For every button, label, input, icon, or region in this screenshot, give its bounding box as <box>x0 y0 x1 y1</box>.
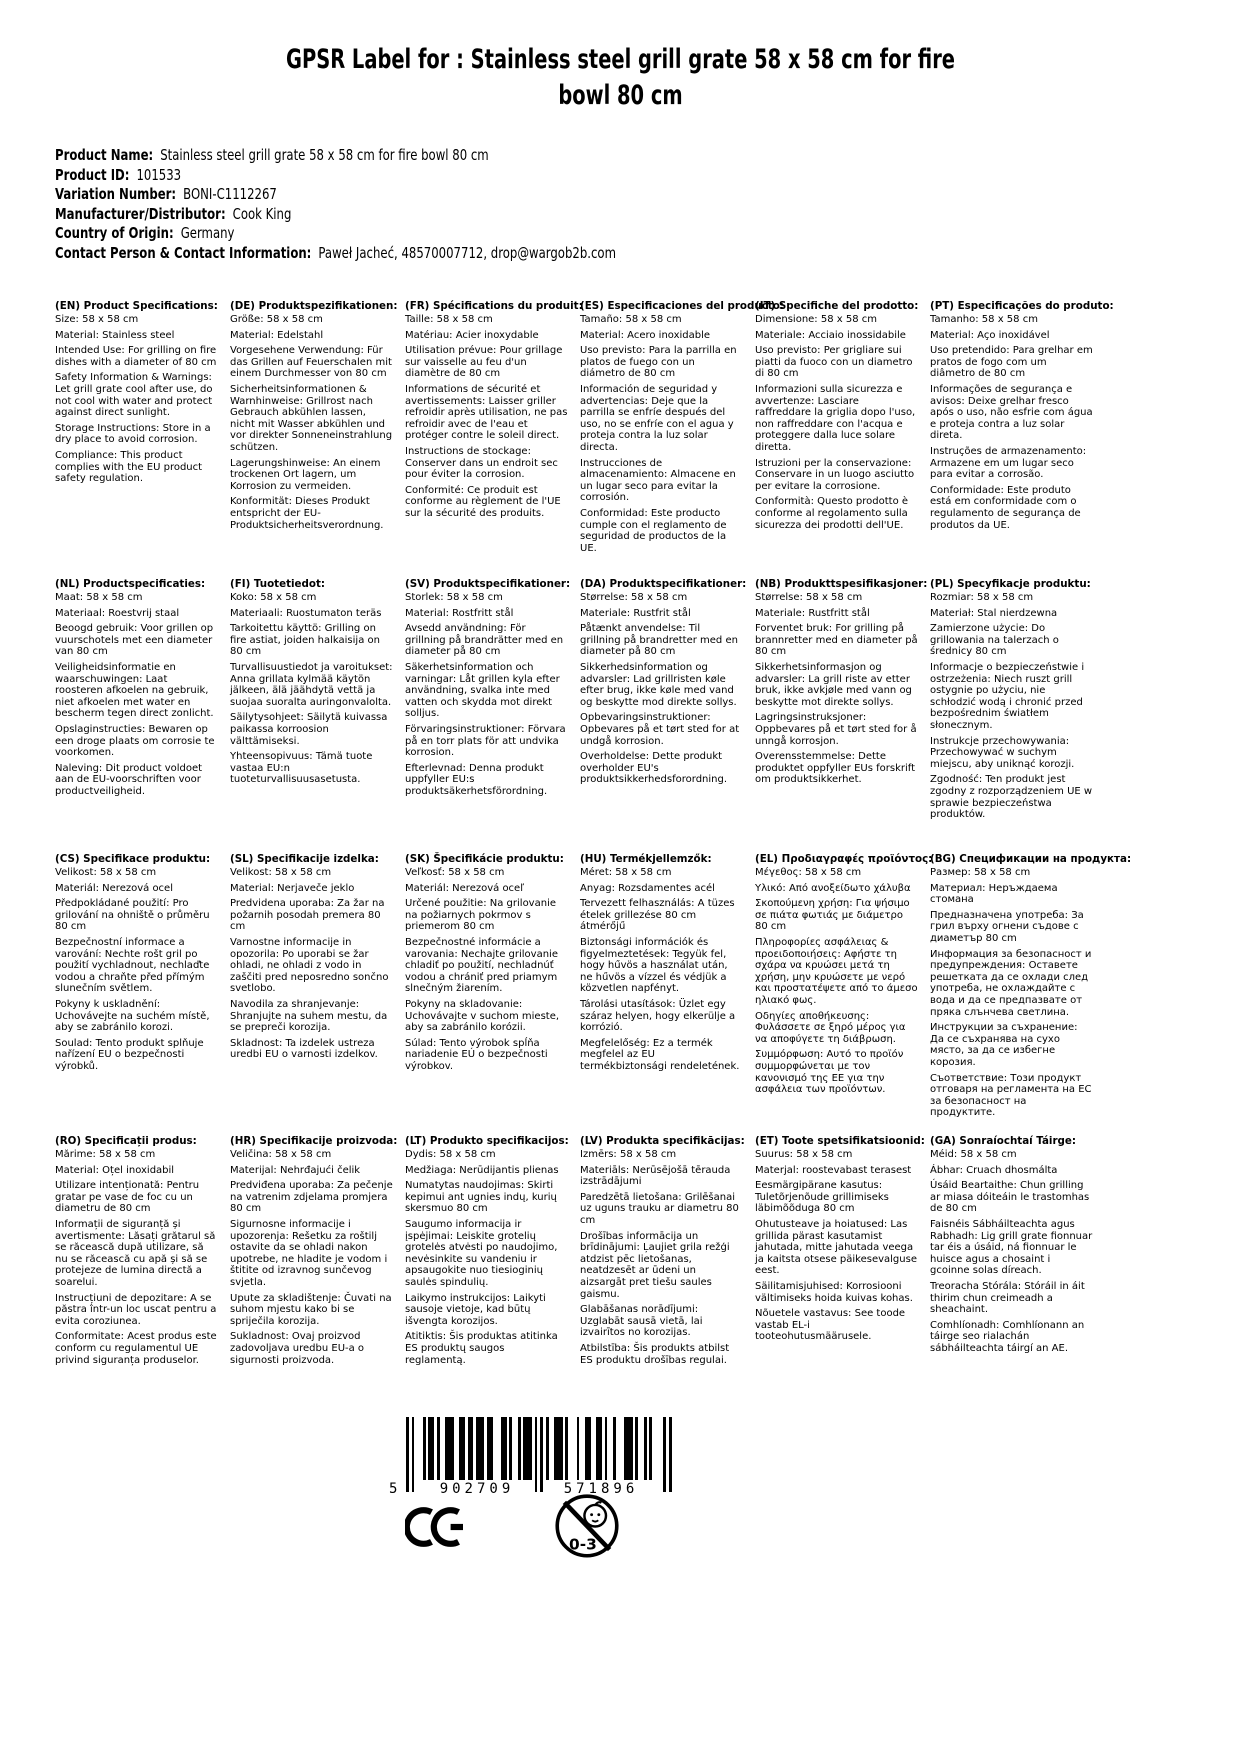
spec-paragraph: Utilizare intenționată: Pentru gratar pe vase de foc cu un diametru de 80 cm <box>55 1180 200 1215</box>
country-of-origin-row <box>55 224 616 244</box>
language-block-title: (SV) Produktspecifikationer: <box>405 578 571 590</box>
language-block-title: (FR) Spécifications du produit: <box>405 300 583 312</box>
spec-paragraph: Σκοπούμενη χρήση: Για ψήσιμο σε πιάτα φωτιάς με διάμετρο 80 cm <box>755 898 910 933</box>
language-block-title: (NB) Produkttspesifikasjoner: <box>755 578 928 590</box>
spec-paragraph: Drošības informācija un brīdinājumi: Ļaujiet grila režģi atdzist pēc lietošanas, neatdzesēt ar ūdeni un aizsargāt pret tiešu saules gaismu. <box>580 1230 730 1300</box>
spec-paragraph: Materiál: Nerezová ocel <box>55 882 173 894</box>
spec-paragraph: Instrukcje przechowywania: Przechowywać w suchym miejscu, aby uniknąć korozji. <box>930 735 1075 770</box>
language-block-title: (ET) Toote spetsifikatsioonid: <box>755 1135 925 1147</box>
spec-paragraph: Instructions de stockage: Conserver dans un endroit sec pour éviter la corrosion. <box>405 445 558 481</box>
spec-paragraph: Atbilstība: Šis produkts atbilst ES produktu drošības regulai. <box>580 1342 730 1366</box>
language-block-title: (LT) Produkto specifikacijos: <box>405 1135 569 1147</box>
spec-paragraph: Påtænkt anvendelse: Til grillning på brandretter med en diameter på 80 cm <box>580 623 738 658</box>
language-block-title: (EL) Προδιαγραφές προϊόντος: <box>755 853 933 865</box>
spec-paragraph: Skladnost: Ta izdelek ustreza uredbi EU o varnosti izdelkov. <box>230 1037 378 1061</box>
language-block-title: (HR) Specifikacije proizvoda: <box>230 1135 398 1147</box>
variation-number-row <box>55 185 616 205</box>
spec-paragraph: Sikkerhedsinformation og advarsler: Lad grillristen køle efter brug, ikke køle med vand og beskytte mod direkte sollys. <box>580 661 737 708</box>
spec-paragraph: Paredzētā lietošana: Grilēšanai uz uguns trauku ar diametru 80 cm <box>580 1191 739 1226</box>
spec-paragraph: Uso previsto: Per grigliare sui piatti da fuoco con un diametro di 80 cm <box>755 345 913 380</box>
spec-paragraph: Opbevaringsinstruktioner: Opbevares på et tørt sted for at undgå korrosion. <box>580 712 740 747</box>
spec-paragraph: Dydis: 58 x 58 cm <box>405 1149 496 1160</box>
spec-paragraph: Velikost: 58 x 58 cm <box>230 867 332 878</box>
spec-paragraph: Suurus: 58 x 58 cm <box>755 1149 853 1160</box>
spec-paragraph: Efterlevnad: Denna produkt uppfyller EU:s produktsäkerhetsförordning. <box>405 762 548 797</box>
spec-paragraph: Mărime: 58 x 58 cm <box>55 1149 156 1160</box>
language-block-title: (DE) Produktspezifikationen: <box>230 300 398 312</box>
spec-paragraph: Soulad: Tento produkt splňuje nařízení EU o bezpečnosti výrobků. <box>55 1037 204 1072</box>
page-title-line-1: GPSR Label for : Stainless steel grill grate 58 x 58 cm for fire <box>285 44 955 75</box>
language-block-es <box>580 300 784 578</box>
spec-paragraph: Méid: 58 x 58 cm <box>930 1149 1017 1160</box>
product-id-value: 101533 <box>136 165 182 184</box>
language-block-hu <box>580 853 743 1135</box>
spec-paragraph: Instrucciones de almacenamiento: Almacene en un lugar seco para evitar la corrosión. <box>580 457 736 504</box>
manufacturer-row <box>55 205 616 225</box>
spec-paragraph: Instrucțiuni de depozitare: A se păstra într-un loc uscat pentru a evita coroziunea. <box>55 1292 217 1327</box>
product-name-row <box>55 146 616 166</box>
age-warning-0-3-icon <box>552 1488 622 1570</box>
spec-paragraph: Turvallisuustiedot ja varoitukset: Anna grillata kylmää käytön jälkeen, älä jäähdytä vettä ja suojaa suoralta auringonvalolta. <box>230 661 393 708</box>
spec-paragraph: Sicherheitsinformationen & Warnhinweise: Grillrost nach Gebrauch abkühlen lassen, nicht mit Wasser abkühlen und vor direkter Sonneneinstrahlung schützen. <box>230 383 393 453</box>
language-block-it <box>755 300 918 578</box>
spec-paragraph: Opslaginstructies: Bewaren op een droge plaats om corrosie te voorkomen. <box>55 723 215 759</box>
spec-paragraph: Μέγεθος: 58 x 58 cm <box>755 867 862 878</box>
language-block-title: (HU) Termékjellemzők: <box>580 853 712 865</box>
spec-paragraph: Säilytysohjeet: Säilytä kuivassa paikassa korroosion välttämiseksi. <box>230 712 388 747</box>
spec-paragraph: Material: Nerjaveče jeklo <box>230 882 355 894</box>
spec-paragraph: Zamierzone użycie: Do grillowania na talerzach o średnicy 80 cm <box>930 623 1059 658</box>
spec-paragraph: Informations de sécurité et avertissements: Laisser griller refroidir après utilisation, ne pas refroidir avec de l'eau et protéger contre le soleil direct. <box>405 383 568 442</box>
spec-paragraph: Velikost: 58 x 58 cm <box>55 867 157 878</box>
spec-paragraph: Varnostne informacije in opozorila: Po uporabi se žar ohladi, ne ohladi z vodo in zaščiti pred neposredno sončno svetlobo. <box>230 936 389 995</box>
contact-label: Contact Person & Contact Information: <box>55 243 312 262</box>
spec-paragraph: Uso pretendido: Para grelhar em pratos de fogo com um diâmetro de 80 cm <box>930 345 1093 380</box>
language-block-title: (PT) Especificações do produto: <box>930 300 1114 312</box>
spec-paragraph: Intended Use: For grilling on fire dishes with a diameter of 80 cm <box>55 345 217 368</box>
spec-paragraph: Súlad: Tento výrobok spĺňa nariadenie EÚ o bezpečnosti výrobkov. <box>405 1037 548 1072</box>
spec-paragraph: Предназначена употреба: За грил върху огнени съдове с диаметър 80 cm <box>930 909 1084 944</box>
language-block-title: (DA) Produktspecifikationer: <box>580 578 747 590</box>
language-block-sk <box>405 853 568 1135</box>
product-name-value: Stainless steel grill grate 58 x 58 cm for fire bowl 80 cm <box>160 146 489 164</box>
language-block-nl <box>55 578 218 853</box>
spec-paragraph: Materiál: Nerezová oceľ <box>405 882 524 894</box>
spec-paragraph: Materjal: roostevabast terasest <box>755 1164 912 1176</box>
language-block-title: (PL) Specyfikacje produktu: <box>930 578 1091 590</box>
spec-paragraph: Overensstemmelse: Dette produktet oppfyller EUs forskrift om produktsikkerhet. <box>755 751 916 786</box>
spec-paragraph: Informações de segurança e avisos: Deixe grelhar fresco após o uso, não esfrie com água e proteja contra a luz solar direta. <box>930 383 1093 442</box>
language-block-nb <box>755 578 928 853</box>
spec-paragraph: Sukladnost: Ovaj proizvod zadovoljava uredbu EU-a o sigurnosti proizvoda. <box>230 1331 365 1366</box>
spec-paragraph: Materiale: Rustfrit stål <box>580 607 691 619</box>
spec-paragraph: Taille: 58 x 58 cm <box>405 314 493 325</box>
page-title <box>174 42 1068 114</box>
language-block-title: (SL) Specifikacije izdelka: <box>230 853 379 865</box>
language-block-sl <box>230 853 393 1135</box>
spec-paragraph: Upute za skladištenje: Čuvati na suhom mjestu kako bi se spriječila korozija. <box>230 1292 392 1327</box>
manufacturer-value: Cook King <box>232 204 292 223</box>
spec-paragraph: Utilisation prévue: Pour grillage sur vaisselle au feu d'un diamètre de 80 cm <box>405 345 563 380</box>
spec-paragraph: Οδηγίες αποθήκευσης: Φυλάσσετε σε ξηρό μέρος για να αποφύγετε τη διάβρωση. <box>755 1010 906 1045</box>
spec-paragraph: Úsáid Beartaithe: Chun grilling ar miasa dóiteáin le trastomhas de 80 cm <box>930 1180 1090 1215</box>
spec-paragraph: Anyag: Rozsdamentes acél <box>580 882 715 894</box>
language-block-da <box>580 578 747 853</box>
spec-paragraph: Méret: 58 x 58 cm <box>580 867 672 878</box>
spec-paragraph: Tárolási utasítások: Üzlet egy száraz helyen, hogy elkerülje a korrózió. <box>580 998 736 1034</box>
spec-paragraph: Faisnéis Sábháilteachta agus Rabhadh: Lig grill grate fionnuar tar éis a úsáid, ná fionnuar le huisce agus a chosaint i gcoinne solas díreach. <box>930 1218 1093 1277</box>
spec-paragraph: Conformidad: Este producto cumple con el reglamento de seguridad de productos de la UE. <box>580 507 727 554</box>
spec-paragraph: Material: Rostfritt stål <box>405 607 514 619</box>
spec-paragraph: Съответствие: Този продукт отговаря на регламента на ЕС за безопасност на продуктите. <box>930 1072 1092 1119</box>
language-block-fi <box>230 578 393 853</box>
spec-paragraph: Υλικό: Από ανοξείδωτο χάλυβα <box>755 882 911 894</box>
spec-paragraph: Yhteensopivuus: Tämä tuote vastaa EU:n tuoteturvallisuusasetusta. <box>230 751 373 786</box>
barcode-digits <box>391 1481 691 1499</box>
spec-paragraph: Určené použitie: Na grilovanie na požiarnych pokrmov s priemerom 80 cm <box>405 898 556 933</box>
spec-paragraph: Sikkerhetsinformasjon og advarsler: La grill riste av etter bruk, ikke avkjøle med vann og beskytte mot direkte sollys. <box>755 661 912 708</box>
spec-paragraph: Размер: 58 x 58 cm <box>930 867 1031 878</box>
spec-paragraph: Safety Information & Warnings: Let grill grate cool after use, do not cool with water and protect against direct sunlight. <box>55 372 213 419</box>
language-block-et <box>755 1135 925 1415</box>
spec-paragraph: Material: Acero inoxidable <box>580 329 711 341</box>
spec-paragraph: Tamanho: 58 x 58 cm <box>930 314 1038 325</box>
spec-paragraph: Инструкции за съхранение: Да се съхранява на сухо място, за да се избегне корозия. <box>930 1022 1078 1068</box>
spec-paragraph: Předpokládané použití: Pro grilování na ohniště o průměru 80 cm <box>55 898 210 933</box>
language-block-fr <box>405 300 583 578</box>
spec-paragraph: Conformidade: Este produto está em conformidade com o regulamento de segurança de produtos da UE. <box>930 484 1081 531</box>
spec-paragraph: Tamaño: 58 x 58 cm <box>580 314 682 325</box>
spec-paragraph: Size: 58 x 58 cm <box>55 314 139 325</box>
spec-paragraph: Nõuetele vastavus: See toode vastab EL-i tooteohutusmäärusele. <box>755 1308 906 1343</box>
spec-paragraph: Tervezett felhasználás: A tüzes ételek grillezése 80 cm átmérőjű <box>580 898 735 933</box>
spec-paragraph: Förvaringsinstruktioner: Förvara på en torr plats för att undvika korrosion. <box>405 723 566 759</box>
barcode-digit-group-2: 902709 <box>439 1481 515 1497</box>
variation-number-value: BONI-C1112267 <box>183 185 277 203</box>
spec-paragraph: Numatytas naudojimas: Skirti kepimui ant ugnies indų, kurių skersmuo 80 cm <box>405 1180 557 1215</box>
language-block-title: (NL) Productspecificaties: <box>55 578 206 590</box>
spec-paragraph: Materiaal: Roestvrij staal <box>55 607 180 619</box>
spec-paragraph: Πληροφορίες ασφάλειας & προειδοποιήσεις: Αφήστε τη σχάρα να κρυώσει μετά τη χρήση, μην κρυώσετε με νερό και προστατέψετε από το άμεσο ηλιακό φως. <box>755 936 918 1006</box>
spec-paragraph: Treoracha Stórála: Stóráil in áit thirim chun creimeadh a sheachaint. <box>930 1280 1085 1316</box>
language-block-lt <box>405 1135 568 1415</box>
spec-paragraph: Información de seguridad y advertencias: Deje que la parrilla se enfríe después del uso, no se enfríe con el agua y proteja contra la luz solar directa. <box>580 383 734 453</box>
contact-value: Paweł Jacheć, 48570007712, drop@wargob2b.com <box>318 243 616 262</box>
spec-paragraph: Material: Oțel inoxidabil <box>55 1164 175 1176</box>
spec-paragraph: Veiligheidsinformatie en waarschuwingen: Laat roosteren afkoelen na gebruik, niet afkoelen met water en bescherm tegen direct zonlicht. <box>55 661 214 720</box>
spec-paragraph: Koko: 58 x 58 cm <box>230 592 317 603</box>
spec-paragraph: Instruções de armazenamento: Armazene em um lugar seco para evitar a corrosão. <box>930 445 1087 481</box>
spec-paragraph: Informacje o bezpieczeństwie i ostrzeżenia: Niech ruszt grill ostygnie po użyciu, nie schłodzić wodą i chronić przed bezpośrednim światłem słonecznym. <box>930 661 1085 731</box>
language-block-sv <box>405 578 571 853</box>
ce-mark-icon <box>405 1504 467 1554</box>
spec-paragraph: Glabāšanas norādījumi: Uzglabāt sausā vietā, lai izvairītos no korozijas. <box>580 1304 703 1339</box>
spec-paragraph: Forventet bruk: For grilling på brannretter med en diameter på 80 cm <box>755 623 918 658</box>
spec-paragraph: Storage Instructions: Store in a dry place to avoid corrosion. <box>55 422 211 446</box>
spec-paragraph: Eesmärgipärane kasutus: Tuletõrjenõude grillimiseks läbimõõduga 80 cm <box>755 1180 889 1215</box>
page-title-line-2: bowl 80 cm <box>558 80 683 111</box>
manufacturer-label: Manufacturer/Distributor: <box>55 204 226 223</box>
spec-paragraph: Größe: 58 x 58 cm <box>230 314 323 325</box>
age-range-label: 0-3 <box>569 1535 597 1554</box>
spec-paragraph: Conformité: Ce produit est conforme au règlement de l'UE sur la sécurité des produits. <box>405 484 561 519</box>
language-block-ro <box>55 1135 218 1415</box>
spec-paragraph: Medžiaga: Nerūdijantis plienas <box>405 1164 559 1176</box>
spec-paragraph: Bezpečnostné informácie a varovania: Nechajte grilovanie chladiť po použití, nechladnúť vodou a chrániť pred priamym slnečným žiarením. <box>405 936 558 995</box>
country-of-origin-label: Country of Origin: <box>55 224 174 242</box>
language-block-lv <box>580 1135 743 1415</box>
country-of-origin-value: Germany <box>180 224 235 242</box>
spec-paragraph: Pokyny na skladovanie: Uchovávajte v suchom mieste, aby sa zabránilo korózii. <box>405 998 560 1034</box>
spec-paragraph: Säkerhetsinformation och varningar: Låt grillen kyla efter användning, svalka inte med vatten och skydda mot direkt solljus. <box>405 661 560 720</box>
spec-paragraph: Conformitate: Acest produs este conform cu regulamentul UE privind siguranța produselor. <box>55 1331 217 1366</box>
language-block-el <box>755 853 933 1135</box>
spec-paragraph: Naleving: Dit product voldoet aan de EU-voorschriften voor productveiligheid. <box>55 762 203 797</box>
spec-paragraph: Dimensione: 58 x 58 cm <box>755 314 877 325</box>
language-block-title: (ES) Especificaciones del producto: <box>580 300 784 312</box>
language-block-title: (GA) Sonraíochtaí Táirge: <box>930 1135 1077 1147</box>
language-block-title: (IT) Specifiche del prodotto: <box>755 300 919 312</box>
spec-paragraph: Materijal: Nehrđajući čelik <box>230 1164 361 1176</box>
spec-paragraph: Avsedd användning: För grillning på brandrätter med en diameter på 80 cm <box>405 623 564 658</box>
language-block-title: (FI) Tuotetiedot: <box>230 578 325 590</box>
spec-paragraph: Istruzioni per la conservazione: Conservare in un luogo asciutto per evitare la corrosione. <box>755 457 915 492</box>
spec-paragraph: Συμμόρφωση: Αυτό το προϊόν συμμορφώνεται με τον κανονισμό της ΕΕ για την ασφάλεια των προϊόντων. <box>755 1049 904 1096</box>
spec-paragraph: Material: Edelstahl <box>230 329 324 341</box>
spec-paragraph: Uso previsto: Para la parrilla en platos de fuego con un diámetro de 80 cm <box>580 345 737 380</box>
spec-paragraph: Veličina: 58 x 58 cm <box>230 1149 332 1160</box>
spec-paragraph: Material: Aço inoxidável <box>930 329 1050 341</box>
spec-paragraph: Materiaali: Ruostumaton teräs <box>230 607 382 619</box>
spec-paragraph: Beoogd gebruik: Voor grillen op vuurschotels met een diameter van 80 cm <box>55 623 214 658</box>
contact-row <box>55 244 616 264</box>
language-block-title: (BG) Спецификации на продукта: <box>930 853 1132 865</box>
spec-paragraph: Ábhar: Cruach dhosmálta <box>930 1164 1058 1176</box>
spec-paragraph: Predvidena uporaba: Za žar na požarnih posodah premera 80 cm <box>230 898 385 933</box>
product-id-label: Product ID: <box>55 165 130 184</box>
spec-paragraph: Veľkosť: 58 x 58 cm <box>405 867 505 878</box>
spec-paragraph: Säilitamisjuhised: Korrosiooni vältimiseks hoida kuivas kohas. <box>755 1280 913 1304</box>
spec-paragraph: Overholdelse: Dette produkt overholder EU's produktsikkerhedsforordning. <box>580 751 728 786</box>
language-block-title: (EN) Product Specifications: <box>55 300 218 312</box>
spec-paragraph: Материал: Неръждаема стомана <box>930 882 1058 906</box>
product-id-row <box>55 166 616 186</box>
spec-paragraph: Comhlíonadh: Comhlíonann an táirge seo rialachán sábháilteachta táirgí an AE. <box>930 1319 1085 1354</box>
spec-paragraph: Saugumo informacija ir įspėjimai: Leiskite grotelių grotelės atvėsti po naudojimo, nevėsinkite su vandeniu ir apsaugokite nuo tiesioginių saulės spindulių. <box>405 1218 558 1288</box>
spec-paragraph: Izmērs: 58 x 58 cm <box>580 1149 677 1160</box>
spec-paragraph: Konformität: Dieses Produkt entspricht der EU-Produktsicherheitsverordnung. <box>230 496 384 531</box>
language-block-title: (SK) Špecifikácie produktu: <box>405 853 564 865</box>
language-block-bg <box>930 853 1132 1135</box>
spec-paragraph: Material: Stainless steel <box>55 329 175 341</box>
spec-paragraph: Materiał: Stal nierdzewna <box>930 607 1058 619</box>
product-info <box>55 146 616 263</box>
spec-paragraph: Maat: 58 x 58 cm <box>55 592 143 603</box>
spec-paragraph: Tarkoitettu käyttö: Grilling on fire astiat, joiden halkaisija on 80 cm <box>230 623 380 658</box>
spec-paragraph: Zgodność: Ten produkt jest zgodny z rozporządzeniem UE w sprawie bezpieczeństwa produktów. <box>930 774 1093 821</box>
language-block-cs <box>55 853 218 1135</box>
spec-paragraph: Predviđena uporaba: Za pečenje na vatrenim zdjelama promjera 80 cm <box>230 1180 393 1215</box>
language-block-pl <box>930 578 1093 853</box>
barcode-digit-group-3: 571896 <box>563 1481 639 1497</box>
spec-paragraph: Storlek: 58 x 58 cm <box>405 592 503 603</box>
spec-paragraph: Materiale: Rustfritt stål <box>755 607 870 619</box>
spec-paragraph: Informații de siguranță și avertismente: Lăsați grătarul să se răcească după utilizare, să nu se răcească cu apă și să se protejeze de lumina directă a soarelui. <box>55 1218 216 1288</box>
spec-paragraph: Информация за безопасност и предупреждения: Оставете решетката да се охлади след употреба, не охлаждайте с вода и да се предпазвате от пряка слънчева светлина. <box>930 948 1092 1018</box>
spec-paragraph: Conformità: Questo prodotto è conforme al regolamento sulla sicurezza dei prodotti dell'UE. <box>755 496 909 531</box>
variation-number-label: Variation Number: <box>55 185 177 203</box>
language-block-title: (LV) Produkta specifikācijas: <box>580 1135 745 1147</box>
language-block-de <box>230 300 398 578</box>
spec-paragraph: Atitiktis: Šis produktas atitinka ES produktų saugos reglamentą. <box>405 1331 558 1366</box>
spec-paragraph: Bezpečnostní informace a varování: Nechte rošt gril po použití vychladnout, nechlaďte vodou a chraňte před přímým slunečním světlem. <box>55 936 210 995</box>
spec-paragraph: Biztonsági információk és figyelmeztetések: Tegyük fel, hogy hűvös a használat után, ne hűvös a vízzel és védjük a közvetlen napfényt. <box>580 936 728 995</box>
spec-paragraph: Compliance: This product complies with the EU product safety regulation. <box>55 449 203 485</box>
spec-paragraph: Vorgesehene Verwendung: Für das Grillen auf Feuerschalen mit einem Durchmesser von 80 cm <box>230 345 392 380</box>
spec-paragraph: Lagerungshinweise: An einem trockenen Ort lagern, um Korrosion zu vermeiden. <box>230 457 381 492</box>
spec-paragraph: Megfelelőség: Ez a termék megfelel az EU termékbiztonsági rendeletének. <box>580 1037 740 1072</box>
language-block-title: (RO) Specificații produs: <box>55 1135 197 1147</box>
spec-paragraph: Ohutusteave ja hoiatused: Las grillida pärast kasutamist jahutada, mitte jahutada veega ja kaitsta otsese päikesevalguse eest. <box>755 1218 917 1277</box>
spec-paragraph: Navodila za shranjevanje: Shranjujte na suhem mestu, da se prepreči korozija. <box>230 998 388 1034</box>
product-name-label: Product Name: <box>55 146 154 164</box>
language-block-pt <box>930 300 1114 578</box>
spec-paragraph: Størrelse: 58 x 58 cm <box>755 592 863 603</box>
language-block-ga <box>930 1135 1093 1415</box>
barcode <box>391 1417 691 1505</box>
barcode-digit-group-1: 5 <box>389 1481 398 1497</box>
spec-paragraph: Rozmiar: 58 x 58 cm <box>930 592 1034 603</box>
language-block-hr <box>230 1135 398 1415</box>
spec-paragraph: Pokyny k uskladnění: Uchovávejte na suchém místě, aby se zabránilo korozi. <box>55 998 210 1034</box>
spec-paragraph: Lagringsinstruksjoner: Oppbevares på et tørt sted for å unngå korrosjon. <box>755 712 917 747</box>
spec-paragraph: Laikymo instrukcijos: Laikyti sausoje vietoje, kad būtų išvengta korozijos. <box>405 1292 546 1327</box>
language-block-en <box>55 300 218 578</box>
spec-paragraph: Størrelse: 58 x 58 cm <box>580 592 688 603</box>
language-block-title: (CS) Specifikace produktu: <box>55 853 211 865</box>
spec-paragraph: Matériau: Acier inoxydable <box>405 329 539 341</box>
language-grid <box>55 300 1132 1415</box>
spec-paragraph: Informazioni sulla sicurezza e avvertenze: Lasciare raffreddare la griglia dopo l'uso, non raffreddare con l'acqua e proteggere dalla luce solare diretta. <box>755 383 916 453</box>
spec-paragraph: Materiāls: Nerūsējošā tērauda izstrādājumi <box>580 1164 731 1188</box>
spec-paragraph: Sigurnosne informacije i upozorenja: Rešetku za roštilj ostavite da se ohladi nakon upotrebe, ne hladite je vodom i štitite od izravnog sunčevog svjetla. <box>230 1218 388 1288</box>
spec-paragraph: Materiale: Acciaio inossidabile <box>755 329 906 341</box>
